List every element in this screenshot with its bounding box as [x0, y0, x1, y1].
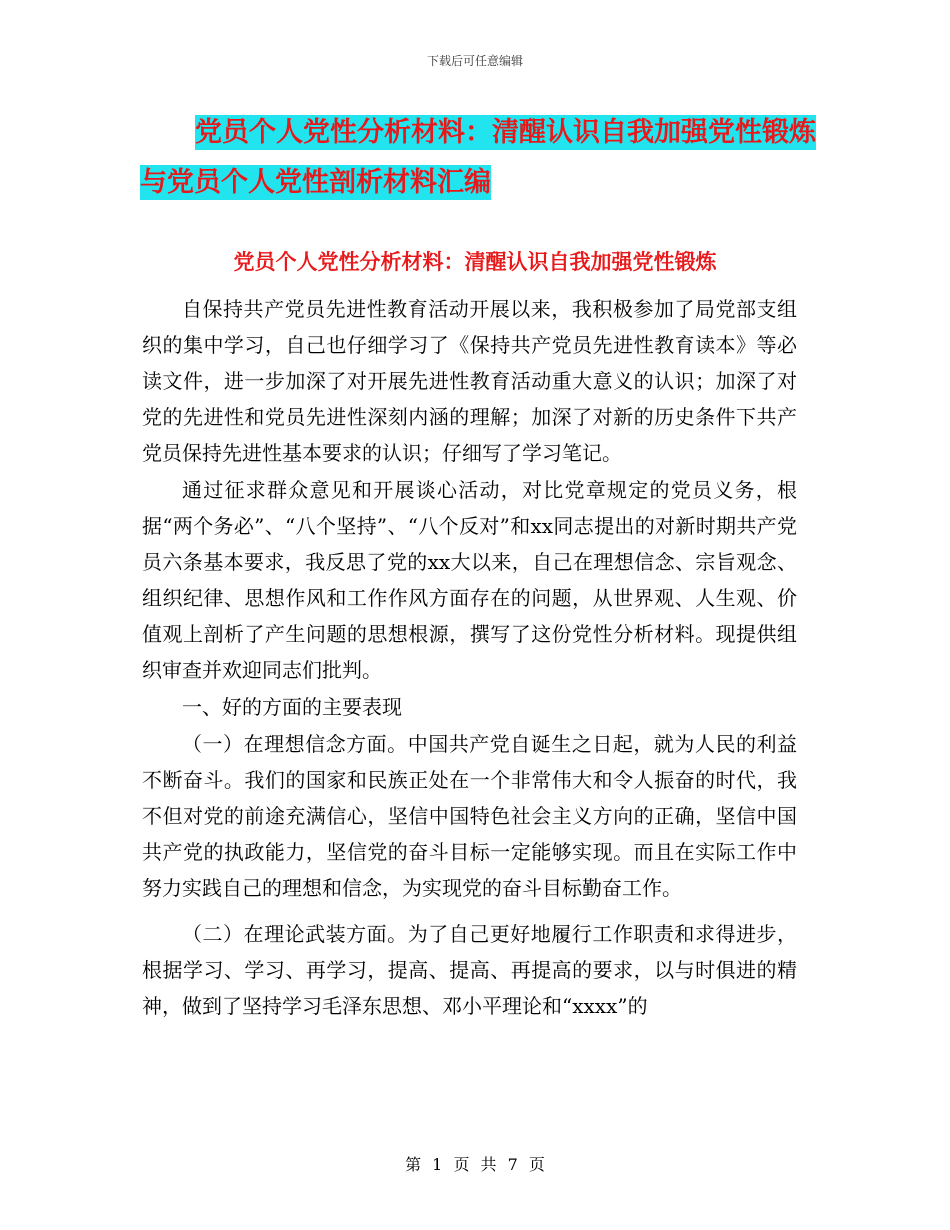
header-note: 下载后可任意编辑 [426, 54, 523, 68]
title-line-1-text: 党员个人党性分析材料：清醒认识自我加强党性锻炼 [195, 117, 816, 148]
title-line-2 [140, 158, 820, 208]
document-body [142, 291, 797, 1024]
paragraph: （一）在理想信念方面。中国共产党自诞生之日起，就为人民的利益不断奋斗。我们的国家和民族正处在一个非常伟大和令人振奋的时代，我不但对党的前途充满信心，坚信中国特色社会主义方向的正确，坚信中国共产党的执政能力，坚信党的奋斗目标一定能够实现。而且在实际工作中努力实践自己的理想和信念，为实现党的奋斗目标勤奋工作。 [142, 732, 797, 900]
title-line-2-text: 与党员个人党性剖析材料汇编 [140, 167, 491, 198]
paragraph-heading: 一、好的方面的主要表现 [182, 695, 402, 719]
paragraph: 自保持共产党员先进性教育活动开展以来，我积极参加了局党部支组织的集中学习，自己也仔细学习了《保持共产党员先进性教育读本》等必读文件，进一步加深了对开展先进性教育活动重大意义的认识；加深了对党的先进性和党员先进性深刻内涵的理解；加深了对新的历史条件下共产党员保持先进性基本要求的认识；仔细写了学习笔记。 [142, 297, 797, 465]
document-title [140, 108, 820, 208]
paragraph: 通过征求群众意见和开展谈心活动，对比党章规定的党员义务，根据“两个务必”、“八个坚持”、“八个反对”和xx同志提出的对新时期共产党员六条基本要求，我反思了党的xx大以来，自己在理想信念、宗旨观念、组织纪律、思想作风和工作作风方面存在的问题，从世界观、人生观、价值观上剖析了产生问题的思想根源，撰写了这份党性分析材料。现提供组织审查并欢迎同志们批判。 [142, 478, 797, 682]
section-title: 党员个人党性分析材料：清醒认识自我加强党性锻炼 [233, 250, 717, 274]
paragraph: （二）在理论武装方面。为了自己更好地履行工作职责和求得进步，根据学习、学习、再学习，提高、提高、再提高的要求，以与时俱进的精神，做到了坚持学习毛泽东思想、邓小平理论和“xxxx”的 [142, 922, 797, 1018]
title-line-1 [140, 108, 820, 158]
page-footer: 第 1 页 共 7 页 [405, 1155, 545, 1174]
